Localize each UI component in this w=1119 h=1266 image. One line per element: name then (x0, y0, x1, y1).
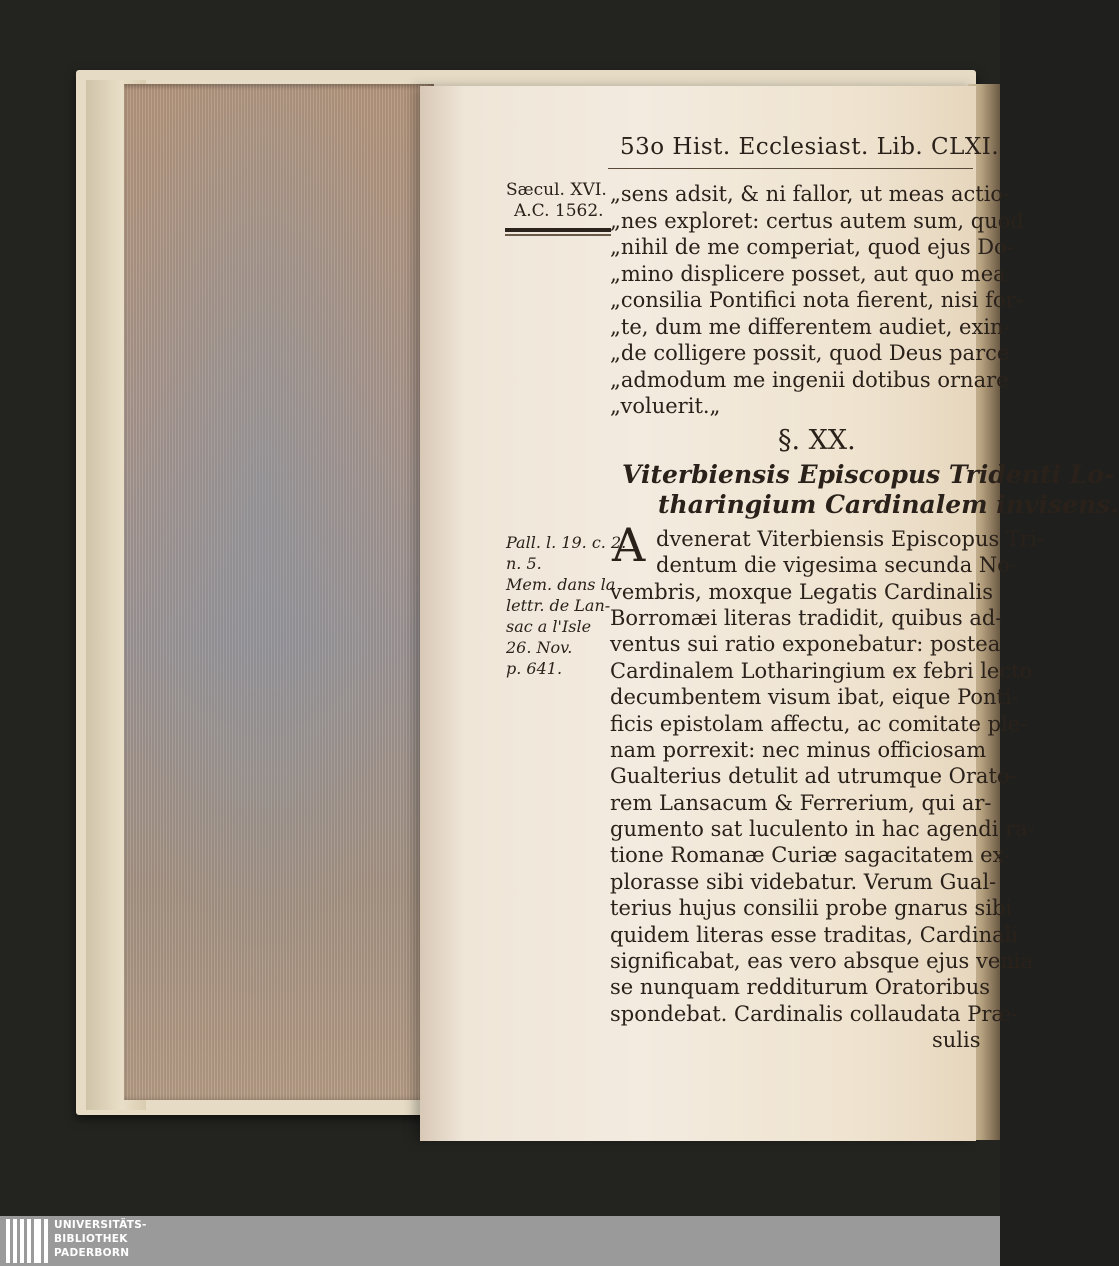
paragraph-line: ventus sui ratio exponebatur: postea (610, 632, 1001, 656)
section-title-line: tharingium Cardinalem invisens. (658, 490, 1119, 519)
logo-line: UNIVERSITÄTS- (54, 1219, 147, 1231)
body-line: „nihil de me comperiat, quod ejus Do- (610, 235, 1014, 259)
body-line: „de colligere possit, quod Deus parce (610, 341, 1010, 365)
catchword: sulis (932, 1028, 981, 1052)
paragraph-line: Borromæi literas tradidit, quibus ad- (610, 606, 1003, 630)
section-title-line: Viterbiensis Episcopus Tridenti Lo- (622, 460, 1115, 489)
header-rule (608, 168, 973, 169)
side-note-line: p. 641. (506, 659, 563, 678)
paragraph-line: Gualterius detulit ad utrumque Orato- (610, 764, 1017, 788)
paragraph-line: spondebat. Cardinalis collaudata Præ- (610, 1002, 1019, 1026)
paragraph-line: tione Romanæ Curiæ sagacitatem ex- (610, 843, 1012, 867)
margin-year: A.C. 1562. (514, 201, 604, 221)
margin-rule (505, 228, 611, 232)
paragraph-line: quidem literas esse traditas, Cardinali (610, 923, 1019, 947)
paragraph-line: se nunquam redditurum Oratoribus (610, 975, 991, 999)
library-logo-icon (6, 1219, 48, 1263)
paragraph-line: rem Lansacum & Ferrerium, qui ar- (610, 791, 992, 815)
library-logo-text (54, 1218, 147, 1260)
paragraph-line: Cardinalem Lotharingium ex febri lecto (610, 659, 1033, 683)
paragraph-line: vembris, moxque Legatis Cardinalis (610, 580, 993, 604)
paragraph-line: decumbentem visum ibat, eique Ponti- (610, 685, 1019, 709)
body-line: „te, dum me differentem audiet, exin- (610, 315, 1011, 339)
side-note-line: sac a l'Isle (506, 617, 592, 636)
body-line: „mino displicere posset, aut quo mea (610, 262, 1006, 286)
drop-cap: A (612, 518, 646, 572)
paragraph-line: ficis epistolam affectu, ac comitate ple- (610, 712, 1028, 736)
paragraph-line: dvenerat Viterbiensis Episcopus Tri- (656, 527, 1044, 551)
running-header: 53o Hist. Ecclesiast. Lib. CLXI. (620, 134, 1000, 160)
body-line: „voluerit.„ (610, 394, 721, 418)
paragraph-line: significabat, eas vero absque ejus venia (610, 949, 1034, 973)
logo-line: BIBLIOTHEK (54, 1233, 128, 1245)
body-line: „consilia Pontifici nota fierent, nisi for- (610, 288, 1023, 312)
body-line: „nes exploret: certus autem sum, quod (610, 209, 1024, 233)
section-number: §. XX. (778, 425, 856, 456)
paragraph-line: terius hujus consilii probe gnarus sibi (610, 896, 1013, 920)
paragraph-line: nam porrexit: nec minus officiosam (610, 738, 987, 762)
logo-line: PADERBORN (54, 1247, 130, 1259)
side-note-line: Pall. l. 19. c. 2. (506, 533, 627, 552)
paragraph-line: dentum die vigesima secunda No- (656, 553, 1018, 577)
margin-century: Sæcul. XVI. (506, 180, 607, 200)
paragraph-line: gumento sat luculento in hac agendi ra- (610, 817, 1035, 841)
margin-rule-thin (505, 234, 611, 236)
page-block-shading (124, 84, 434, 1100)
side-note-line: n. 5. (506, 554, 542, 573)
body-line: „sens adsit, & ni fallor, ut meas actio- (610, 182, 1011, 206)
paragraph-line: plorasse sibi videbatur. Verum Gual- (610, 870, 997, 894)
side-note-line: lettr. de Lan- (506, 596, 611, 615)
side-note-line: Mem. dans la (506, 575, 616, 594)
body-line: „admodum me ingenii dotibus ornare (610, 368, 1009, 392)
side-note-line: 26. Nov. (506, 638, 573, 657)
library-footer-bar (0, 1216, 1000, 1266)
